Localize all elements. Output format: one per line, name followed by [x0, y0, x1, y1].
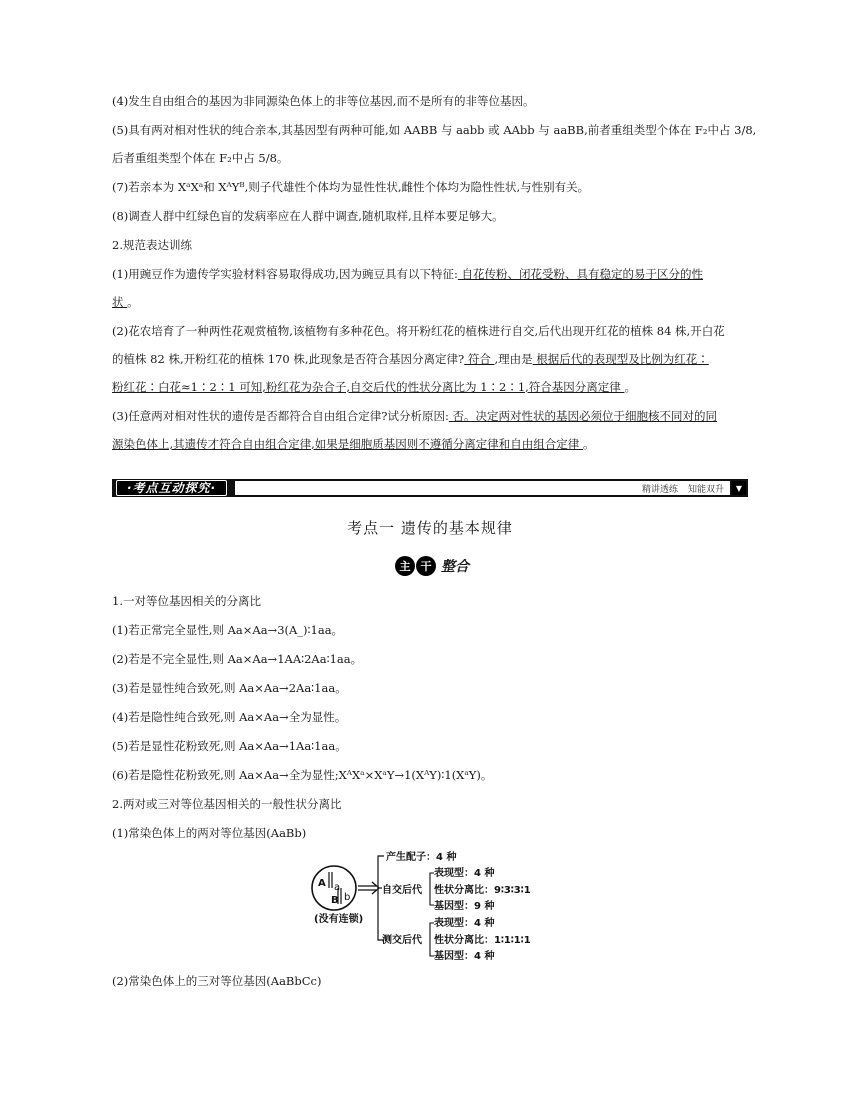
- test-genotype: 基因型：4 种: [434, 951, 495, 962]
- banner-tagline: [235, 481, 730, 495]
- q3-end: 。: [582, 437, 595, 451]
- q1-end: 。: [127, 295, 139, 309]
- gene-diagram: [300, 848, 590, 976]
- question-2-line3: [112, 380, 748, 395]
- question-2-line1: (2)花农培育了一种两性花观赏植物,该植物有多种花色。将开粉红花的植株进行自交,后代出现开红花的植株 84 株,开白花: [112, 324, 725, 338]
- test-ratio: 性状分离比：1∶1∶1∶1: [434, 935, 531, 946]
- badge-circle-2: 干: [416, 556, 436, 576]
- question-1-cont: [112, 295, 748, 310]
- badge-circle-1: 主: [395, 556, 415, 576]
- gametes-label: 产生配子：4 种: [386, 852, 457, 863]
- body-line-5: (5)若是显性花粉致死,则 Aa×Aa→1Aa∶1aa。: [112, 739, 347, 753]
- cell-icon: [312, 866, 356, 910]
- q1-answer-cont: 状: [112, 295, 128, 309]
- q1-prefix: (1)用豌豆作为遗传学实验材料容易取得成功,因为豌豆具有以下特征:: [112, 267, 458, 281]
- allele-A: A: [318, 878, 326, 889]
- q2-end: 。: [624, 380, 636, 394]
- banner-tag-1: 精讲透练: [641, 484, 678, 495]
- self-genotype: 基因型：9 种: [434, 901, 495, 912]
- self-ratio: 性状分离比：9∶3∶3∶1: [434, 885, 531, 896]
- chevron-down-icon[interactable]: ▼: [732, 481, 746, 495]
- item-4: (4)发生自由组合的基因为非同源染色体上的非等位基因,而不是所有的非等位基因。: [112, 94, 535, 108]
- test-phenotype: 表现型：4 种: [434, 918, 495, 929]
- q2-answer-2: 根据后代的表现型及比例为红花∶: [532, 352, 709, 366]
- q3-answer: 否。决定两对性状的基因必须位于细胞核不同对的同: [448, 409, 717, 423]
- heading-2: 2.规范表达训练: [112, 238, 192, 252]
- self-phenotype: 表现型：4 种: [434, 868, 495, 879]
- body-line-3: (3)若是显性纯合致死,则 Aa×Aa→2Aa∶1aa。: [112, 681, 347, 695]
- cell-caption: (没有连锁): [314, 914, 364, 925]
- banner-tag-2: 知能双升: [687, 484, 724, 495]
- body-line-6: (6)若是隐性花粉致死,则 Aa×Aa→全为显性;XᴬXᵃ×XᵃY→1(XᴬY)∶1(XᵃY)。: [112, 768, 493, 782]
- allele-b: b: [344, 892, 351, 903]
- item-5-line1: (5)具有两对相对性状的纯合亲本,其基因型有两种可能,如 AABB 与 aabb 或 AAbb 与 aaBB,前者重组类型个体在 F₂中占 3/8,: [112, 123, 757, 137]
- top-section: [112, 94, 757, 466]
- body-line-1: (1)若正常完全显性,则 Aa×Aa→3(A_)∶1aa。: [112, 623, 344, 637]
- testcross-label: 测交后代: [382, 935, 422, 946]
- question-1: [112, 267, 748, 282]
- item-5-line2: 后者重组类型个体在 F₂中占 5/8。: [112, 151, 289, 165]
- q3-prefix: (3)任意两对相对性状的遗传是否都符合自由组合定律?试分析原因:: [112, 409, 449, 423]
- q1-answer: 自花传粉、闭花受粉、具有稳定的易于区分的性: [457, 267, 703, 281]
- body-section: [112, 594, 748, 855]
- q2-mid: ,理由是: [494, 352, 533, 366]
- body-sub-2: (2)常染色体上的三对等位基因(AaBbCc): [112, 974, 322, 988]
- banner-title: ·考点互动探究·: [116, 480, 227, 496]
- q2-answer-2-cont: 粉红花∶白花≈1∶2∶1 可知,粉红花为杂合子,自交后代的性状分离比为 1∶2∶1,符合基因分离定律: [112, 380, 625, 394]
- allele-B: B: [331, 895, 339, 906]
- item-8: (8)调查人群中红绿色盲的发病率应在人群中调查,随机取样,且样本要足够大。: [112, 209, 504, 223]
- selfing-label: 自交后代: [382, 885, 422, 896]
- body-heading-1: 1.一对等位基因相关的分离比: [112, 594, 261, 608]
- body-line-4: (4)若是隐性纯合致死,则 Aa×Aa→全为显性。: [112, 710, 347, 724]
- section-title: 考点一 遗传的基本规律: [347, 519, 513, 537]
- item-7: (7)若亲本为 XᵃXᵃ和 XᴬYᴮ,则子代雄性个体均为显性性状,雌性个体均为隐性性状,与性别有关。: [112, 180, 590, 194]
- body-sub-1: (1)常染色体上的两对等位基因(AaBb): [112, 826, 307, 840]
- allele-a: a: [334, 882, 341, 893]
- badge-main-integration: [395, 556, 469, 576]
- body-line-2: (2)若是不完全显性,则 Aa×Aa→1AA∶2Aa∶1aa。: [112, 652, 363, 666]
- double-arrow-icon: [358, 882, 379, 894]
- q2-prefix: 的植株 82 株,开粉红花的植株 170 株,此现象是否符合基因分离定律?: [112, 352, 465, 366]
- body-heading-2: 2.两对或三对等位基因相关的一般性状分离比: [112, 797, 342, 811]
- q2-answer-1: 符合: [464, 352, 495, 366]
- badge-text: 整合: [441, 559, 469, 575]
- question-3: [112, 409, 748, 424]
- section-banner: [112, 479, 748, 497]
- question-3-cont: [112, 437, 748, 452]
- q3-answer-cont: 源染色体上,其遗传才符合自由组合定律,如果是细胞质基因则不遵循分离定律和自由组合定律: [112, 437, 583, 451]
- question-2-line2: [112, 352, 748, 367]
